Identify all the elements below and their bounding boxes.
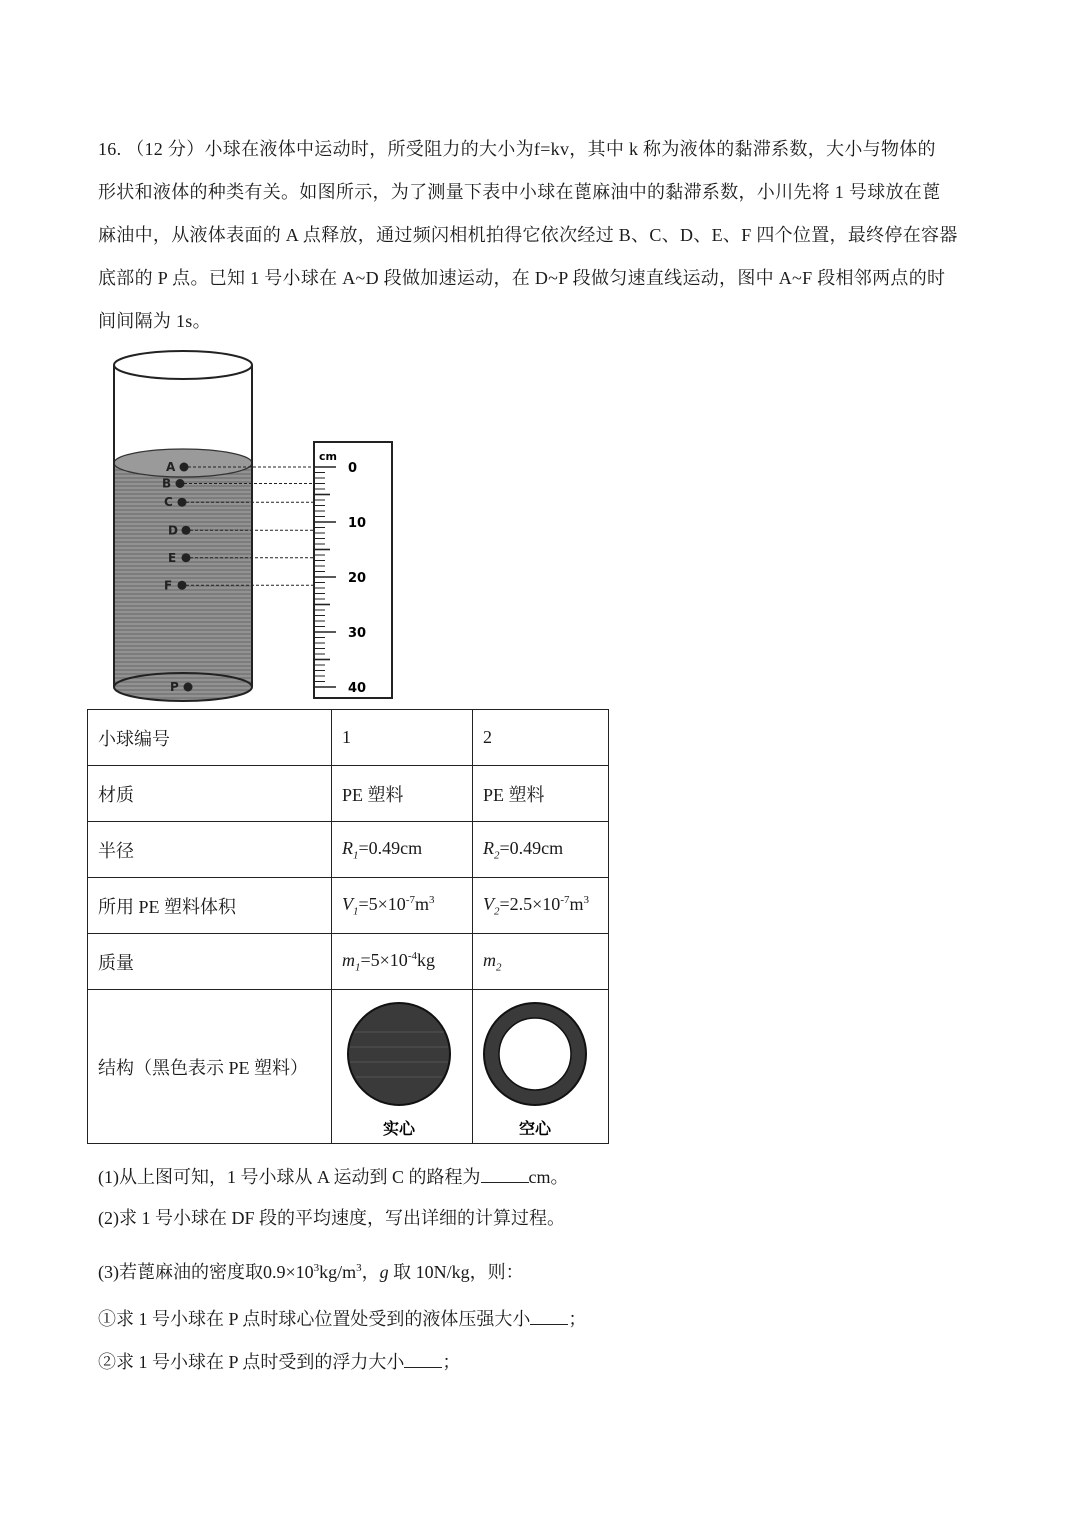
svg-text:A: A <box>166 460 176 474</box>
hollow-label: 空心 <box>518 1118 552 1138</box>
ball1-value: $V_1=5\times 10^{-7}m^3$ <box>332 878 473 934</box>
question-3b-text: ②求 1 号小球在 P 点时受到的浮力大小 <box>98 1352 405 1372</box>
ball2-value: 2 <box>473 710 609 766</box>
svg-text:E: E <box>168 550 177 565</box>
question-1-text: (1)从上图可知，1 号小球从 A 运动到 C 的路程为 <box>98 1167 481 1187</box>
problem-line-4: 底部的 P 点。已知 1 号小球在 A~D 段做加速运动，在 D~P 段做匀速直线运动，图中 A~F 段相邻两点的时 <box>98 268 946 288</box>
question-3a-end: ； <box>568 1309 587 1329</box>
row-label: 质量 <box>88 934 332 990</box>
ball1-structure <box>332 990 473 1144</box>
answer-blank[interactable] <box>481 1164 529 1183</box>
ball2-structure <box>473 990 609 1144</box>
ruler-label-0: 0 <box>348 461 358 476</box>
svg-text:D: D <box>168 523 178 538</box>
ruler-label-20: 20 <box>348 571 367 586</box>
ball2-value: PE 塑料 <box>473 766 609 822</box>
row-label: 所用 PE 塑料体积 <box>88 878 332 934</box>
ruler-unit-label: cm <box>319 450 337 463</box>
ball1-value: PE 塑料 <box>332 766 473 822</box>
question-1-unit: cm。 <box>528 1167 569 1187</box>
cylinder-ruler-figure <box>108 345 408 707</box>
cylinder <box>114 351 252 701</box>
ruler-label-40: 40 <box>348 681 367 696</box>
table-row <box>88 990 609 1144</box>
ball2-value: $m_2$ <box>473 934 609 990</box>
question-3b <box>98 1349 460 1374</box>
ball-properties-table <box>87 709 609 1144</box>
ruler-label-30: 30 <box>348 626 367 641</box>
question-2: (2)求 1 号小球在 DF 段的平均速度，写出详细的计算过程。 <box>98 1208 565 1228</box>
problem-line-2: 形状和液体的种类有关。如图所示，为了测量下表中小球在蓖麻油中的黏滞系数，小川先将 1 号球放在蓖 <box>98 182 941 202</box>
svg-text:C: C <box>164 495 173 510</box>
table-row <box>88 766 609 822</box>
hollow-ball-diagram <box>475 992 600 1142</box>
question-3a-text: ①求 1 号小球在 P 点时球心位置处受到的液体压强大小 <box>98 1309 531 1329</box>
table-row <box>88 822 609 878</box>
ball2-value: $V_2=2.5\times 10^{-7}m^3$ <box>473 878 609 934</box>
problem-statement <box>98 128 988 343</box>
ruler <box>314 442 392 698</box>
problem-line-5: 间间隔为 1s。 <box>98 311 211 331</box>
svg-text:P: P <box>170 680 179 694</box>
ball1-value: $R_1=0.49cm$ <box>332 822 473 878</box>
svg-text:F: F <box>164 578 173 593</box>
table-row <box>88 878 609 934</box>
row-label: 小球编号 <box>88 710 332 766</box>
solid-ball-diagram <box>334 992 464 1142</box>
question-3a <box>98 1306 586 1331</box>
problem-line-1: 16. （12 分）小球在液体中运动时，所受阻力的大小为f=kv，其中 k 称为液体的黏滞系数，大小与物体的 <box>98 139 936 159</box>
table-row <box>88 934 609 990</box>
row-label: 结构（黑色表示 PE 塑料） <box>88 990 332 1144</box>
question-3b-end: ； <box>442 1352 461 1372</box>
svg-text:B: B <box>162 476 172 491</box>
ball1-value: 1 <box>332 710 473 766</box>
ball2-value: $R_2=0.49cm$ <box>473 822 609 878</box>
table-row <box>88 710 609 766</box>
answer-blank[interactable] <box>404 1349 442 1368</box>
solid-label: 实心 <box>382 1118 416 1138</box>
ruler-label-10: 10 <box>348 516 367 531</box>
ball1-value: $m_1=5\times 10^{-4}kg$ <box>332 934 473 990</box>
question-3: (3)若蓖麻油的密度取$0.9\times 10^3kg/m^3$，g 取 10N/kg，则： <box>98 1262 524 1282</box>
row-label: 材质 <box>88 766 332 822</box>
question-1 <box>98 1164 569 1189</box>
answer-blank[interactable] <box>530 1306 568 1325</box>
row-label: 半径 <box>88 822 332 878</box>
problem-line-3: 麻油中，从液体表面的 A 点释放，通过频闪相机拍得它依次经过 B、C、D、E、F 四个位置，最终停在容器 <box>98 225 958 245</box>
